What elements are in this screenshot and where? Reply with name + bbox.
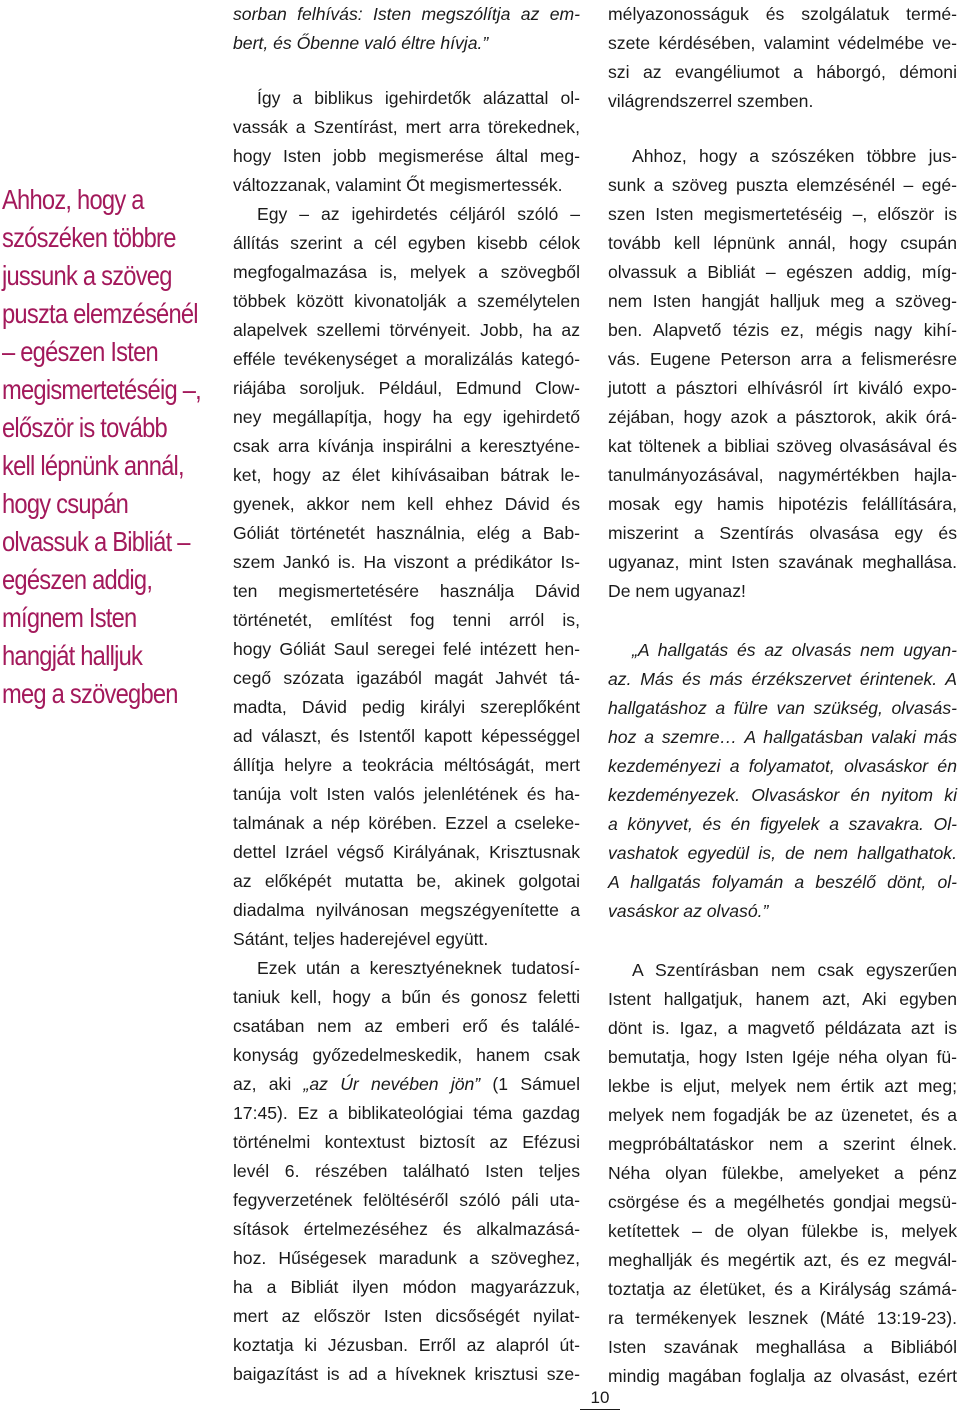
paragraph-gap xyxy=(608,116,957,142)
text-line: csak arra kívánja inspirálni a keresztyéne- xyxy=(233,436,580,456)
paragraph xyxy=(233,200,580,954)
text-line: 17:45). Ez a biblikateológiai téma gazdag xyxy=(233,1103,580,1123)
text-line: ket, hogy az élet kihívásaiban bátrak le- xyxy=(233,465,580,485)
text-line: mélyazonosságuk és szolgálatuk termé- xyxy=(608,4,957,24)
text-line: diadalma nyilvánosan megszégyenítette a xyxy=(233,900,580,920)
text-line: koztatja ki Jézusban. Erről az alapról út- xyxy=(233,1335,580,1355)
text-line: baigazítást is ad a híveknek krisztusi sze- xyxy=(233,1364,580,1384)
text-line: hoz. Hűségesek maradunk a szöveghez, xyxy=(233,1248,580,1268)
paragraph-continued xyxy=(608,0,957,116)
text-line: történelmi kontextust biztosít az Efézusi xyxy=(233,1132,580,1152)
text-line: szete kérdésében, valamint védelmébe ve- xyxy=(608,33,957,53)
text-line: Ezek után a keresztyéneknek tudatosí- xyxy=(257,958,580,978)
pull-quote-line: hangját halljuk xyxy=(2,640,143,671)
text-line: levél 6. részében található Isten teljes xyxy=(233,1161,580,1181)
text-line: melyek nem fogadják be az üzenetet, és a xyxy=(608,1105,957,1125)
text-line: efféle tevékenységet a moralizálás kategó- xyxy=(233,349,580,369)
text-line: toztatja az életüket, és a Királyság számá- xyxy=(608,1279,957,1299)
text-line: hogy Isten jobb megismerése által meg- xyxy=(233,146,580,166)
text-line: taniuk kell, hogy a bűn és gonosz feletti xyxy=(233,987,580,1007)
pull-quote-line: megismertetéséig –, xyxy=(2,374,201,405)
text-line: ten megismertetésére használja Dávid xyxy=(233,581,580,601)
paragraph xyxy=(233,84,580,200)
text-line: Ahhoz, hogy a szószéken többre jus- xyxy=(632,146,957,166)
text-line: megpróbáltatáskor nem a szerint élnek. xyxy=(608,1134,957,1154)
text-line: ketítettek – de olyan fülekbe is, melyek xyxy=(608,1221,957,1241)
text-line: szi az evangéliumot a háborgó, démoni xyxy=(608,62,957,82)
text-line: Így a biblikus igehirdetők alázattal ol- xyxy=(257,88,580,108)
pull-quote-line: olvassuk a Bibliát – xyxy=(2,526,190,557)
pull-quote-line: meg a szövegben xyxy=(2,678,178,709)
text-line: Sátánt, teljes haderejével együtt. xyxy=(233,929,489,949)
text-line: sítások értelmezéséhez és alkalmazásá- xyxy=(233,1219,580,1239)
paragraph xyxy=(608,956,957,1391)
pull-quote-line: egészen addig, xyxy=(2,564,153,595)
text-line: vasáskor az olvasó.” xyxy=(608,901,769,921)
text-line: vás. Eugene Peterson arra a felismerésre xyxy=(608,349,957,369)
text-line: vashatok egyedül is, de nem hallgathatok. xyxy=(608,843,957,863)
pull-quote-line: Ahhoz, hogy a xyxy=(2,184,144,215)
text-line: kezdeményezi a folyamatot, olvasáskor én xyxy=(608,756,957,776)
text-line: riájába soroljuk. Például, Edmund Clow- xyxy=(233,378,580,398)
text-line: lekbe is eljut, melyek nem értik azt meg; xyxy=(608,1076,957,1096)
text-line: az. Más és más érzékszervet érintenek. A xyxy=(608,669,957,689)
text-line: tanúja volt Isten valós jelenlétének és ha- xyxy=(233,784,580,804)
text-line: ha a Bibliát ilyen módon magyarázzuk, xyxy=(233,1277,580,1297)
text-line: „A hallgatás és az olvasás nem ugyan- xyxy=(632,640,957,660)
text-line: zéjában, hogy azok a pásztorok, akik órá- xyxy=(608,407,957,427)
paragraph-gap xyxy=(233,58,580,84)
text-line: nem Isten hangját halljuk meg a szöveg- xyxy=(608,291,957,311)
text-line xyxy=(233,1070,580,1099)
text-line: dönt is. Igaz, a magvető példázata azt is xyxy=(608,1018,957,1038)
text-line: változzanak, valamint Őt megismertessék. xyxy=(233,175,563,195)
text-line: világrendszerrel szemben. xyxy=(608,91,814,111)
text-line: ney megállapítja, hogy ha egy igehirdető xyxy=(233,407,580,427)
text-line: csörgése és a megélhetés gondjai megsü- xyxy=(608,1192,957,1212)
text-line: alapelvek szellemi törvényeit. Jobb, ha az xyxy=(233,320,580,340)
text-line: ra termékenyek lesznek (Máté 13:19-23). xyxy=(608,1308,957,1328)
text-line: A Szentírásban nem csak egyszerűen xyxy=(632,960,957,980)
text-line: jutott a pásztori elhívásról írt kiváló expo- xyxy=(608,378,957,398)
right-column xyxy=(608,0,957,1391)
text-line: a könyvet, és én figyelek a szavakra. Ol- xyxy=(608,814,957,834)
text-line: szem Jankó is. Ha viszont a prédikátor Is- xyxy=(233,552,580,572)
text-line: ben. Alapvető tézis ez, mégis nagy kihí- xyxy=(608,320,957,340)
text-line: történetét, említést fog tenni arról is, xyxy=(233,610,580,630)
text-line: az előképét mutatta be, akinek golgotai xyxy=(233,871,580,891)
text-line: ugyanaz, mint Isten szavának meghallása. xyxy=(608,552,957,572)
pull-quote-line: kell lépnünk annál, xyxy=(2,450,184,481)
pull-quote xyxy=(2,181,201,713)
text-line: szen Isten megismertetéséig –, először is xyxy=(608,204,957,224)
text-line: Góliát történetét használnia, elég a Bab- xyxy=(233,523,580,543)
middle-column xyxy=(233,0,580,1389)
pull-quote-line: jussunk a szöveg xyxy=(2,260,172,291)
pull-quote-line: – egészen Isten xyxy=(2,336,158,367)
text-line: mosak egy hamis hipotézis felállítására, xyxy=(608,494,957,514)
pull-quote-line: először is tovább xyxy=(2,412,167,443)
text-line: bemutatja, hogy Isten Igéje néha olyan fü- xyxy=(608,1047,957,1067)
paragraph xyxy=(608,142,957,606)
paragraph-gap xyxy=(608,926,957,956)
text-line: állítja helyre a teokrácia méltóságát, mert xyxy=(233,755,580,775)
text-line: hogy Góliát Saul seregei felé intézett hen- xyxy=(233,639,580,659)
text-line: De nem ugyanaz! xyxy=(608,581,746,601)
pull-quote-line: szószéken többre xyxy=(2,222,176,253)
text-line: kezdeményezek. Olvasáskor én nyitom ki xyxy=(608,785,957,805)
text-line: csatában nem az emberi erő és találé- xyxy=(233,1016,580,1036)
text-line: cegő szózata igazából magát Jahvét tá- xyxy=(233,668,580,688)
paragraph-continued xyxy=(233,1099,580,1389)
text-line: mert az először Isten dicsőségét nyilat- xyxy=(233,1306,580,1326)
text-line: hallgatáshoz a fülre van szükség, olvasás- xyxy=(608,698,957,718)
text-line: tovább kell lépnünk annál, hogy csupán xyxy=(608,233,957,253)
paragraph-continued xyxy=(233,0,580,58)
pull-quote-line: hogy csupán xyxy=(2,488,129,519)
text-line: ad választ, és Istentől kapott képességgel xyxy=(233,726,580,746)
text-line: bert, és Őbenne való éltre hívja.” xyxy=(233,33,489,53)
block-quote xyxy=(608,636,957,926)
text-line: többek között kivonatolják a személytelen xyxy=(233,291,580,311)
text-line: Egy – az igehirdetés céljáról szóló – xyxy=(257,204,580,224)
text-line: madta, Dávid pedig királyi szereplőként xyxy=(233,697,580,717)
text-line: Isten szavának meghallása a Bibliából xyxy=(608,1337,957,1357)
paragraph-gap xyxy=(608,606,957,636)
text-line: sorban felhívás: Isten megszólítja az em- xyxy=(233,4,580,24)
text-line: mindig magában foglalja az olvasást, ezért xyxy=(608,1366,957,1386)
text-line: dettel Izráel végső Királyának, Krisztusnak xyxy=(233,842,580,862)
text-line: meghallják és megértik azt, és ez megvál- xyxy=(608,1250,957,1270)
text-line: Istent hallgatjuk, hanem azt, Aki egyben xyxy=(608,989,957,1009)
text-line: állítás szerint a cél egyben kisebb célok xyxy=(233,233,580,253)
text-line: megfogalmazása is, melyek a szövegből xyxy=(233,262,580,282)
paragraph xyxy=(233,954,580,1099)
text-line: fegyverzetének felöltéséről szóló páli uta- xyxy=(233,1190,580,1210)
text-line: konyság győzedelmeskedik, hanem csak xyxy=(233,1045,580,1065)
text-line: kat töltenek a bibliai szöveg olvasásával és xyxy=(608,436,957,456)
text-line: talmának a nép körében. Ezzel a cseleke- xyxy=(233,813,580,833)
text-run: az, aki xyxy=(233,1074,304,1094)
text-run: (1 Sámuel xyxy=(480,1074,580,1094)
scripture-quote: „az Úr nevében jön” xyxy=(303,1074,481,1094)
pull-quote-line: puszta elemzésénél xyxy=(2,298,198,329)
text-line: A hallgatás folyamán a beszélő dönt, ol- xyxy=(608,872,957,892)
text-line: hoz a szemre… A hallgatásban valaki más xyxy=(608,727,957,747)
text-line: vassák a Szentírást, mert arra törekednek, xyxy=(233,117,580,137)
page-number: 10 xyxy=(580,1388,620,1410)
text-line: olvassuk a Bibliát – egészen addig, míg- xyxy=(608,262,957,282)
text-line: tanulmányozásával, nagymértékben hajla- xyxy=(608,465,957,485)
text-line: Néha olyan fülekbe, amelyeket a pénz xyxy=(608,1163,957,1183)
text-line: gyenek, akkor nem kell ehhez Dávid és xyxy=(233,494,580,514)
pull-quote-line: mígnem Isten xyxy=(2,602,137,633)
text-line: miszerint a Szentírás olvasása egy és xyxy=(608,523,957,543)
text-line: sunk a szöveg puszta elemzésénél – egé- xyxy=(608,175,957,195)
